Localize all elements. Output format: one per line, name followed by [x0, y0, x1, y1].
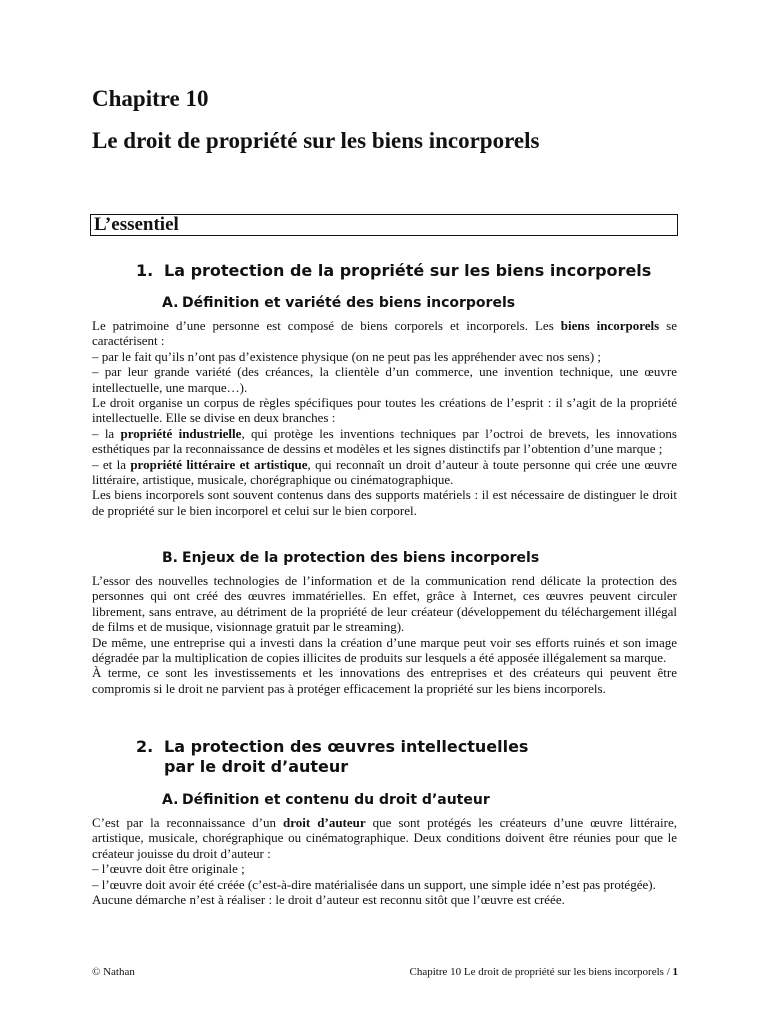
section-1-title: La protection de la propriété sur les biens incorporels [164, 261, 652, 280]
section-1a-title: Définition et variété des biens incorporels [182, 295, 516, 311]
paragraph: – l’œuvre doit être originale ; [92, 861, 245, 877]
chapter-title: Le droit de propriété sur les biens incorporels [92, 128, 540, 153]
essentiel-box [90, 214, 678, 236]
footer-chapter-text: Chapitre 10 Le droit de propriété sur les biens incorporels / [409, 966, 673, 978]
page-number: 1 [672, 966, 678, 978]
chapter-number: Chapitre 10 [92, 86, 209, 111]
section-2a-title: Définition et contenu du droit d’auteur [182, 792, 490, 808]
text: Le patrimoine d’une personne est composé de biens corporels et incorporels. Les [92, 318, 561, 333]
paragraph: – l’œuvre doit avoir été créée (c’est-à-dire matérialisée dans un support, une simple idée n’est pas protégée). [92, 876, 656, 892]
paragraph: Aucune démarche n’est à réaliser : le droit d’auteur est reconnu sitôt que l’œuvre est créée. [92, 892, 565, 908]
paragraph: À terme, ce sont les investissements et les innovations des entreprises et des créateurs qui peuvent être compromis si le droit ne parvient pas à protéger efficacement la propriété sur les biens incorporels. [92, 665, 677, 696]
paragraph [92, 318, 677, 349]
text: que sont protégés les créateurs d’une œuvre littéraire, artistique, musicale, chorégraphique ou cinématographique. Deux conditions doivent être réunies pour que le créateur jouisse du droit d’auteur : [92, 815, 677, 861]
section-1-heading [136, 261, 651, 281]
footer-copyright: © Nathan [92, 966, 135, 978]
section-2a-heading [162, 791, 490, 809]
paragraph: Les biens incorporels sont souvent contenus dans des supports matériels : il est nécessaire de distinguer le droit de propriété sur le bien incorporel et celui sur le bien corporel. [92, 487, 677, 518]
text: , qui protège les inventions techniques par l’octroi de brevets, les innovations esthétiques par la reconnaissance de dessins et modèles et les signes distinctifs par l’obtention d’une marque ; [92, 425, 677, 457]
section-1a-body [92, 318, 677, 518]
section-2-title-line1: La protection des œuvres intellectuelles [164, 737, 529, 756]
bold-term: propriété industrielle [120, 425, 242, 441]
bold-term: droit d’auteur [283, 815, 366, 830]
paragraph: L’essor des nouvelles technologies de l’information et de la communication rend délicate la protection des personnes qui ont créé des œuvres immatérielles. En effet, grâce à Internet, ces œuvres peuvent circuler librement, sans entrave, au détriment de la propriété de leur créateur (développement du téléchargement illégal de films et de musique, visionnage gratuit par le streaming). [92, 573, 677, 635]
text: se caractérisent : [92, 318, 677, 349]
text: – la [92, 425, 121, 441]
section-2-title-line2: par le droit d’auteur [164, 757, 349, 776]
text: – et la [92, 456, 131, 472]
text: C’est par la reconnaissance d’un [92, 815, 284, 830]
section-1a-heading [162, 294, 515, 312]
section-1b-heading [162, 549, 539, 567]
section-2a-body [92, 815, 677, 907]
essentiel-label: L’essentiel [94, 214, 179, 235]
section-2-heading [136, 737, 528, 777]
section-1a-letter: A. [162, 295, 179, 311]
paragraph: – par leur grande variété (des créances, la clientèle d’un commerce, une invention technique, une œuvre intellectuelle, une marque…). [92, 364, 677, 395]
section-1b-title: Enjeux de la protection des biens incorporels [182, 550, 540, 566]
section-2-number: 2. [136, 737, 154, 756]
paragraph: – par le fait qu’ils n’ont pas d’existence physique (on ne peut pas les appréhender avec nos sens) ; [92, 348, 602, 364]
paragraph: Le droit organise un corpus de règles spécifiques pour toutes les créations de l’esprit : il s’agit de la propriété intellectuelle. Elle se divise en deux branches : [92, 395, 677, 426]
bold-term: propriété littéraire et artistique [130, 456, 308, 472]
section-1-number: 1. [136, 261, 154, 280]
paragraph [92, 457, 677, 488]
paragraph [92, 815, 677, 861]
bold-term: biens incorporels [560, 318, 660, 333]
paragraph: De même, une entreprise qui a investi dans la création d’une marque peut voir ses efforts ruinés et son image dégradée par la multiplication de copies illicites de produits sur lesquels a été apposée illégalement sa marque. [92, 634, 677, 666]
paragraph [92, 426, 677, 457]
section-2a-letter: A. [162, 792, 179, 808]
text: , qui reconnaît un droit d’auteur à toute personne qui crée une œuvre littéraire, artistique, musicale, chorégraphique ou cinématographique. [92, 456, 678, 488]
section-1b-body [92, 573, 677, 696]
section-1b-letter: B. [162, 550, 178, 566]
footer-running-title [409, 966, 678, 978]
